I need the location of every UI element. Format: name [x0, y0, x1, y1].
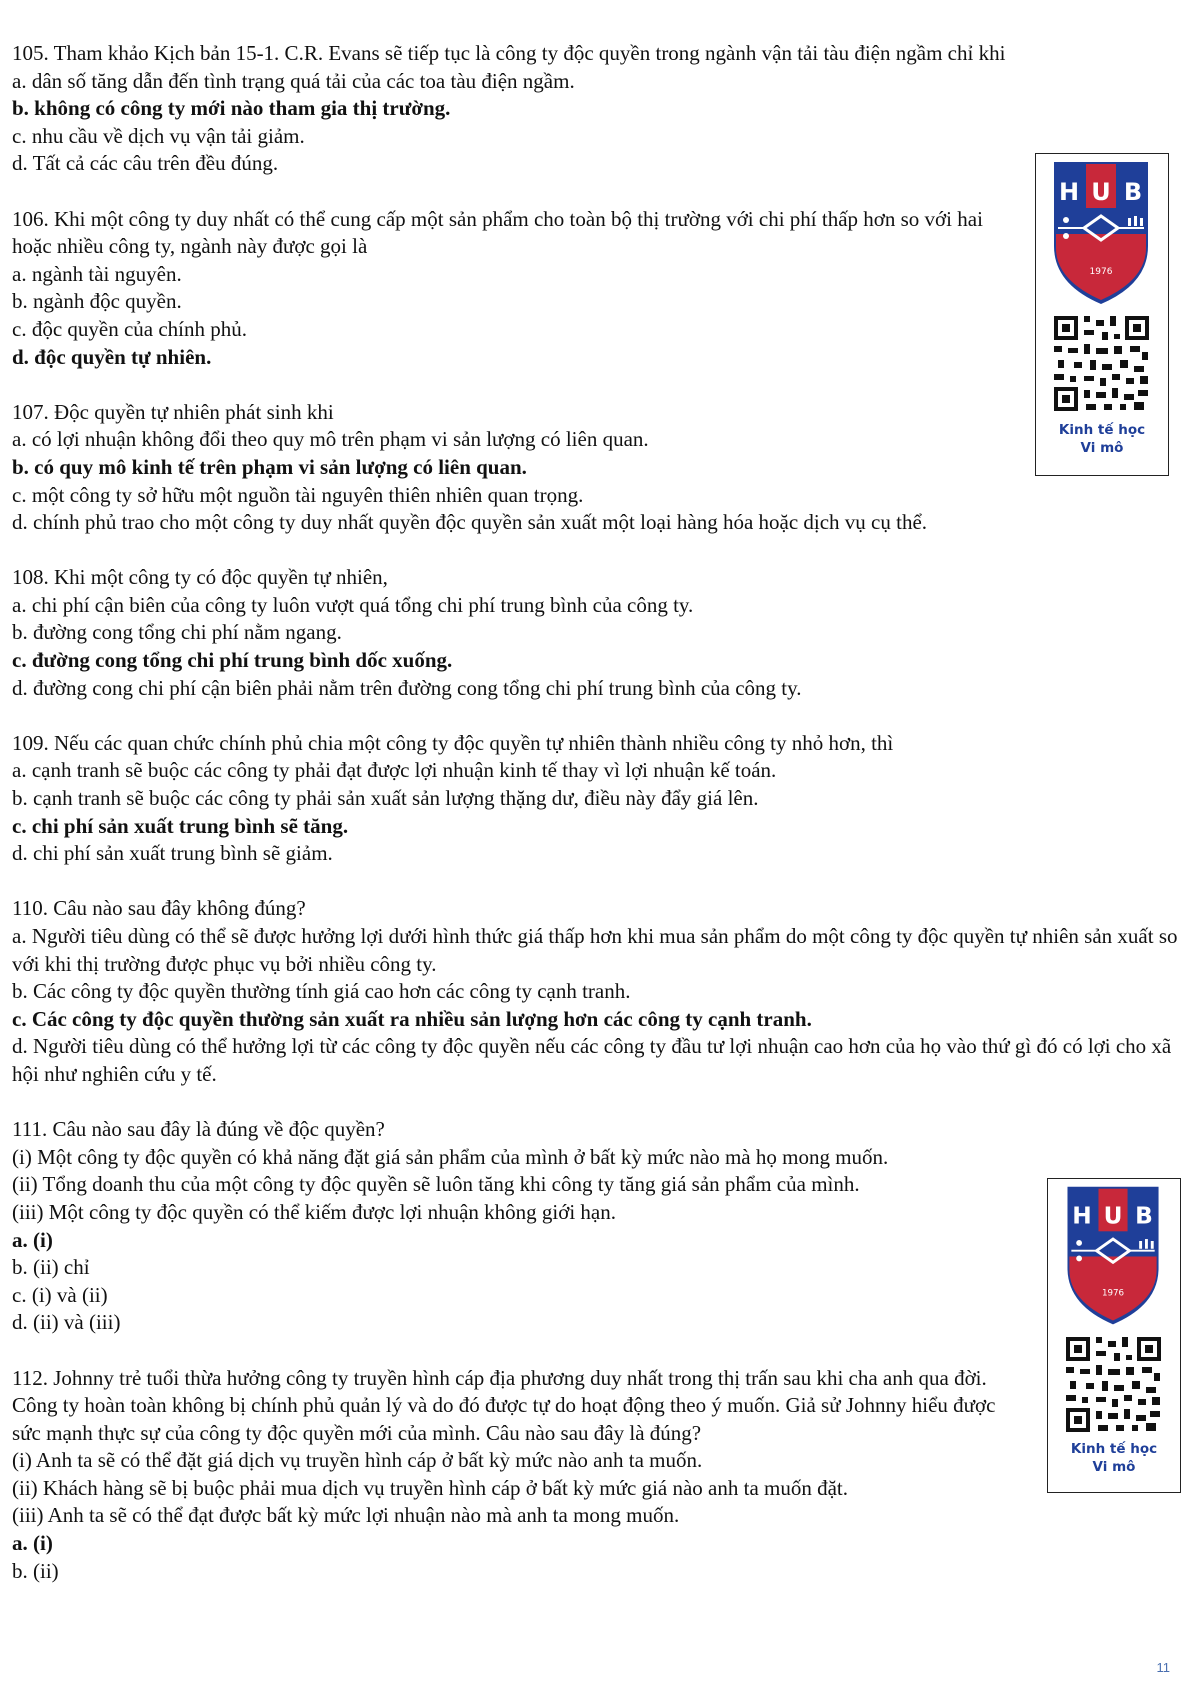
answer-option-correct: a. (i)	[12, 1531, 53, 1556]
logo-letter-b: B	[1123, 178, 1143, 206]
logo-year: 1976	[1089, 267, 1113, 277]
question-stem: 107. Độc quyền tự nhiên phát sinh khi	[12, 399, 334, 424]
logo-year: 1976	[1101, 1288, 1125, 1299]
answer-option: b. đường cong tổng chi phí nằm ngang.	[12, 620, 342, 645]
answer-option-correct: c. Các công ty độc quyền thường sản xuất ra nhiều sản lượng hơn các công ty cạnh tranh.	[12, 1006, 812, 1031]
answer-option-correct: c. chi phí sản xuất trung bình sẽ tăng.	[12, 813, 349, 838]
answer-option: a. Người tiêu dùng có thể sẽ được hưởng lợi dưới hình thức giá thấp hơn khi mua sản phẩm do một công ty độc quyền tự nhiên sản xuất so với khi thị trường được phục vụ bởi nhiều công ty.	[12, 924, 1178, 976]
logo-letter-b: B	[1135, 1202, 1153, 1230]
answer-option: a. có lợi nhuận không đổi theo quy mô trên phạm vi sản lượng có liên quan.	[12, 427, 649, 452]
badge-label-line2: Vi mô	[1092, 1459, 1136, 1475]
answer-option-correct: c. đường cong tổng chi phí trung bình dốc xuống.	[12, 648, 453, 673]
answer-option: c. (i) và (ii)	[12, 1282, 108, 1307]
question-block	[12, 564, 1184, 702]
hub-logo-icon	[1036, 154, 1167, 314]
answer-option: d. đường cong chi phí cận biên phải nằm trên đường cong tổng chi phí trung bình của công ty.	[12, 675, 802, 700]
question-stem: 106. Khi một công ty duy nhất có thể cung cấp một sản phẩm cho toàn bộ thị trường với chi phí thấp hơn so với hai hoặc nhiều công ty, ngành này được gọi là	[12, 206, 983, 259]
question-block	[12, 895, 1184, 1088]
answer-option: (ii) Tổng doanh thu của một công ty độc quyền sẽ luôn tăng khi công ty tăng giá sản phẩm của mình.	[12, 1172, 860, 1197]
answer-option-correct: b. không có công ty mới nào tham gia thị trường.	[12, 96, 451, 121]
answer-option: c. nhu cầu về dịch vụ vận tải giảm.	[12, 123, 305, 148]
logo-letter-h: H	[1072, 1202, 1092, 1230]
question-list	[12, 40, 1184, 1613]
question-stem: 108. Khi một công ty có độc quyền tự nhiên,	[12, 565, 388, 590]
answer-option-correct: a. (i)	[12, 1227, 53, 1252]
answer-option: (iii) Anh ta sẽ có thể đạt được bất kỳ mức lợi nhuận nào mà anh ta mong muốn.	[12, 1503, 680, 1528]
question-stem: 109. Nếu các quan chức chính phủ chia một công ty độc quyền tự nhiên thành nhiều công ty nhỏ hơn, thì	[12, 730, 894, 755]
course-badge-1	[1035, 153, 1169, 476]
question-stem: 111. Câu nào sau đây là đúng về độc quyền?	[12, 1117, 385, 1142]
answer-option: b. Các công ty độc quyền thường tính giá cao hơn các công ty cạnh tranh.	[12, 979, 631, 1004]
answer-option: b. (ii) chỉ	[12, 1255, 90, 1280]
badge-label-line1: Kinh tế học	[1058, 422, 1146, 438]
qr-code-icon	[1036, 316, 1167, 411]
answer-option-correct: d. độc quyền tự nhiên.	[12, 344, 212, 369]
answer-option: d. Tất cả các câu trên đều đúng.	[12, 151, 279, 176]
qr-code-icon	[1048, 1337, 1179, 1432]
hub-logo-icon	[1048, 1179, 1179, 1334]
answer-option: a. ngành tài nguyên.	[12, 261, 182, 286]
question-block	[12, 730, 1184, 868]
answer-option: (iii) Một công ty độc quyền có thể kiếm được lợi nhuận không giới hạn.	[12, 1199, 617, 1224]
answer-option-correct: b. có quy mô kinh tế trên phạm vi sản lượng có liên quan.	[12, 454, 527, 479]
badge-label-line2: Vi mô	[1080, 440, 1124, 456]
question-block	[12, 206, 1184, 372]
answer-option: d. Người tiêu dùng có thể hưởng lợi từ các công ty độc quyền nếu các công ty đầu tư lợi nhuận cao hơn của họ vào thứ gì đó có lợi cho xã hội như nghiên cứu y tế.	[12, 1034, 1172, 1086]
answer-option: b. ngành độc quyền.	[12, 289, 182, 314]
question-stem: 112. Johnny trẻ tuổi thừa hưởng công ty truyền hình cáp địa phương duy nhất trong thị trấn sau khi cha anh qua đời. Công ty hoàn toàn không bị chính phủ quản lý và do đó được tự do hoạt động theo ý muốn. Giả sử Johnny hiểu được sức mạnh thực sự của công ty độc quyền mới của mình. Câu nào sau đây là đúng?	[12, 1365, 996, 1445]
course-badge-2	[1047, 1178, 1181, 1493]
logo-letter-u: U	[1103, 1202, 1123, 1230]
answer-option: (ii) Khách hàng sẽ bị buộc phải mua dịch vụ truyền hình cáp ở bất kỳ mức giá nào anh ta muốn đặt.	[12, 1475, 849, 1500]
question-stem: 110. Câu nào sau đây không đúng?	[12, 896, 306, 921]
page-number: 11	[1156, 1660, 1170, 1675]
answer-option: c. một công ty sở hữu một nguồn tài nguyên thiên nhiên quan trọng.	[12, 482, 584, 507]
logo-letter-u: U	[1091, 178, 1111, 206]
answer-option: a. chi phí cận biên của công ty luôn vượt quá tổng chi phí trung bình của công ty.	[12, 592, 694, 617]
answer-option: d. (ii) và (iii)	[12, 1310, 121, 1335]
answer-option: d. chi phí sản xuất trung bình sẽ giảm.	[12, 841, 333, 866]
question-stem: 105. Tham khảo Kịch bản 15-1. C.R. Evans sẽ tiếp tục là công ty độc quyền trong ngành vận tải tàu điện ngầm chỉ khi	[12, 41, 1006, 65]
answer-option: b. cạnh tranh sẽ buộc các công ty phải sản xuất sản lượng thặng dư, điều này đẩy giá lên.	[12, 786, 759, 811]
answer-option: (i) Một công ty độc quyền có khả năng đặt giá sản phẩm của mình ở bất kỳ mức nào mà họ mong muốn.	[12, 1144, 889, 1169]
answer-option: d. chính phủ trao cho một công ty duy nhất quyền độc quyền sản xuất một loại hàng hóa hoặc dịch vụ cụ thể.	[12, 510, 928, 535]
question-block	[12, 399, 1184, 537]
question-block	[12, 1365, 1184, 1586]
logo-letter-h: H	[1058, 178, 1080, 206]
answer-option: b. (ii)	[12, 1558, 59, 1583]
answer-option: (i) Anh ta sẽ có thể đặt giá dịch vụ truyền hình cáp ở bất kỳ mức nào anh ta muốn.	[12, 1448, 703, 1473]
answer-option: a. dân số tăng dẫn đến tình trạng quá tải của các toa tàu điện ngầm.	[12, 68, 575, 93]
question-block	[12, 1116, 1184, 1337]
question-block	[12, 40, 1184, 178]
answer-option: a. cạnh tranh sẽ buộc các công ty phải đạt được lợi nhuận kinh tế thay vì lợi nhuận kế toán.	[12, 758, 777, 783]
badge-label-line1: Kinh tế học	[1070, 1441, 1158, 1457]
answer-option: c. độc quyền của chính phủ.	[12, 316, 248, 341]
